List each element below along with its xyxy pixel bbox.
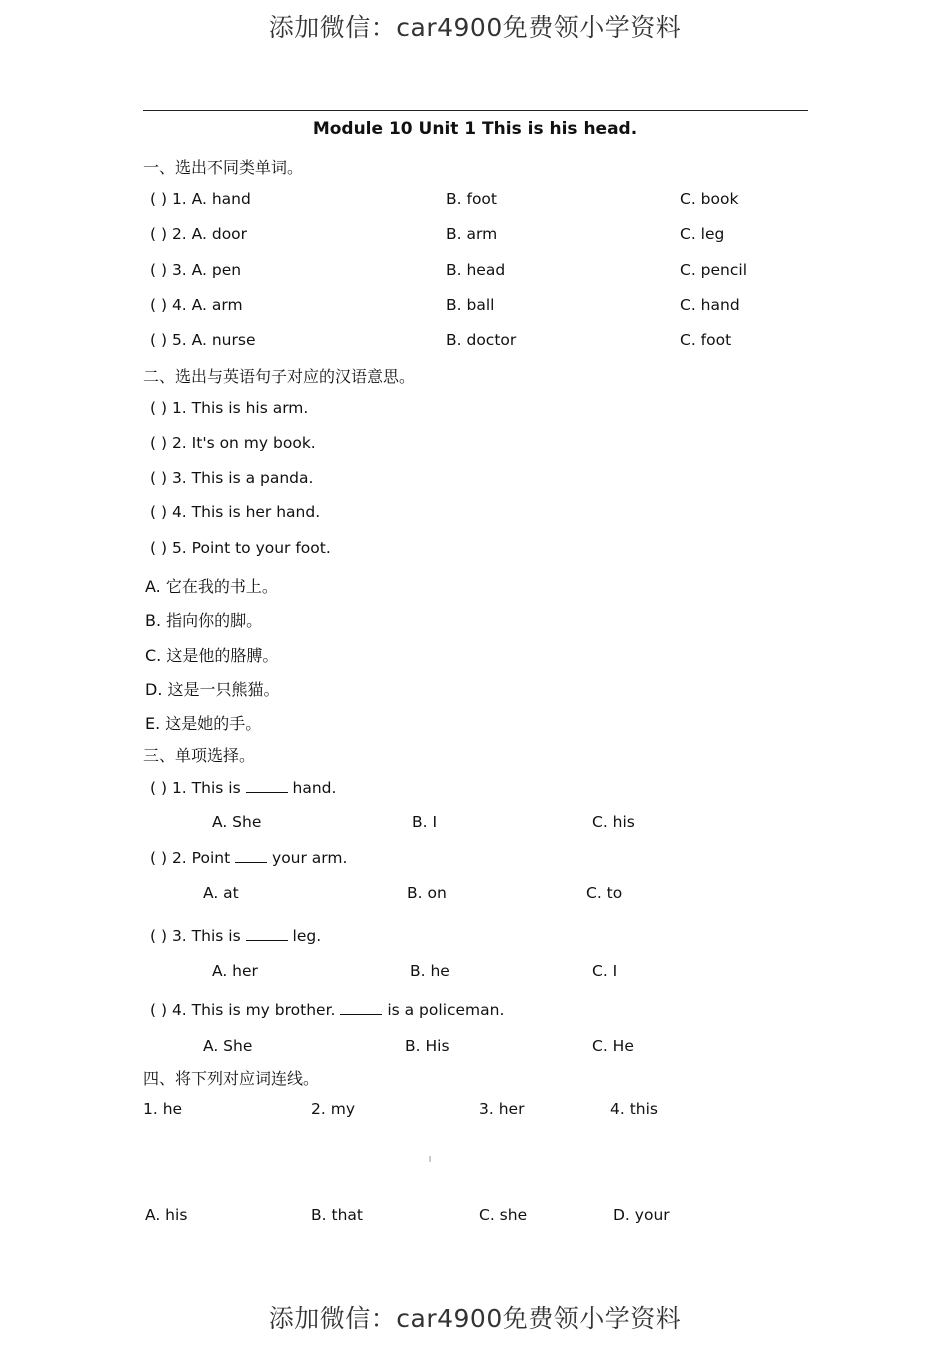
s3-q3-stem: ( ) 3. This is bbox=[150, 927, 241, 945]
section1-heading: 一、选出不同类单词。 bbox=[143, 158, 304, 177]
s3-q3-b: B. he bbox=[410, 962, 450, 980]
s3-q1-a: A. She bbox=[212, 813, 262, 831]
s2-q1: ( ) 1. This is his arm. bbox=[150, 399, 309, 417]
s1-q1-c: C. book bbox=[680, 190, 739, 208]
s2-option-d: D. 这是一只熊猫。 bbox=[145, 680, 280, 699]
section3-heading: 三、单项选择。 bbox=[143, 746, 256, 765]
divider bbox=[143, 110, 808, 111]
page-title: Module 10 Unit 1 This is his head. bbox=[312, 119, 638, 139]
s3-q4-a: A. She bbox=[203, 1037, 253, 1055]
section2-heading: 二、选出与英语句子对应的汉语意思。 bbox=[143, 367, 416, 386]
s2-option-b: B. 指向你的脚。 bbox=[145, 611, 263, 630]
s2-option-c: C. 这是他的胳膊。 bbox=[145, 646, 279, 665]
s1-q4: ( ) 4. A. arm bbox=[150, 296, 243, 314]
s1-q5-c: C. foot bbox=[680, 331, 732, 349]
s4-bottom-a: A. his bbox=[145, 1206, 188, 1224]
s3-q1-c: C. his bbox=[592, 813, 635, 831]
s2-q4: ( ) 4. This is her hand. bbox=[150, 503, 321, 521]
s3-q2-c: C. to bbox=[586, 884, 623, 902]
s3-q4-c: C. He bbox=[592, 1037, 634, 1055]
s3-q2 bbox=[150, 848, 347, 867]
s2-q5: ( ) 5. Point to your foot. bbox=[150, 539, 331, 557]
s3-q2-rest: your arm. bbox=[272, 849, 348, 867]
s4-top-3: 3. her bbox=[479, 1100, 525, 1118]
answer-blank[interactable] bbox=[246, 926, 288, 941]
s1-q3-b: B. head bbox=[446, 261, 506, 279]
s4-bottom-c: C. she bbox=[479, 1206, 528, 1224]
s3-q2-a: A. at bbox=[203, 884, 239, 902]
s2-option-e: E. 这是她的手。 bbox=[145, 714, 262, 733]
answer-blank[interactable] bbox=[235, 848, 267, 863]
s4-top-1: 1. he bbox=[143, 1100, 183, 1118]
s3-q4-stem: ( ) 4. This is my brother. bbox=[150, 1001, 336, 1019]
s2-q3: ( ) 3. This is a panda. bbox=[150, 469, 314, 487]
watermark-top: 添加微信：car4900免费领小学资料 bbox=[268, 13, 682, 42]
s1-q2: ( ) 2. A. door bbox=[150, 225, 248, 243]
s1-q4-c: C. hand bbox=[680, 296, 740, 314]
scan-speck bbox=[429, 1156, 431, 1162]
s1-q1-b: B. foot bbox=[446, 190, 497, 208]
s1-q2-c: C. leg bbox=[680, 225, 725, 243]
answer-blank[interactable] bbox=[340, 1000, 382, 1015]
s2-option-a: A. 它在我的书上。 bbox=[145, 577, 278, 596]
s3-q4 bbox=[150, 1000, 504, 1019]
s3-q3-rest: leg. bbox=[292, 927, 322, 945]
s1-q4-b: B. ball bbox=[446, 296, 495, 314]
s3-q4-b: B. His bbox=[405, 1037, 450, 1055]
s3-q2-stem: ( ) 2. Point bbox=[150, 849, 231, 867]
s1-q3-c: C. pencil bbox=[680, 261, 748, 279]
s2-q2: ( ) 2. It's on my book. bbox=[150, 434, 316, 452]
s3-q3-c: C. I bbox=[592, 962, 618, 980]
s3-q2-b: B. on bbox=[407, 884, 447, 902]
s1-q2-b: B. arm bbox=[446, 225, 498, 243]
s3-q3 bbox=[150, 926, 321, 945]
watermark-bottom: 添加微信：car4900免费领小学资料 bbox=[268, 1304, 682, 1333]
s1-q1: ( ) 1. A. hand bbox=[150, 190, 251, 208]
s3-q1-rest: hand. bbox=[292, 779, 337, 797]
s4-top-2: 2. my bbox=[311, 1100, 355, 1118]
s3-q4-rest: is a policeman. bbox=[387, 1001, 505, 1019]
s4-bottom-b: B. that bbox=[311, 1206, 363, 1224]
s3-q3-a: A. her bbox=[212, 962, 258, 980]
s1-q5-b: B. doctor bbox=[446, 331, 517, 349]
s3-q1-b: B. I bbox=[412, 813, 438, 831]
s4-bottom-d: D. your bbox=[613, 1206, 670, 1224]
answer-blank[interactable] bbox=[246, 778, 288, 793]
section4-heading: 四、将下列对应词连线。 bbox=[143, 1069, 320, 1088]
s1-q5: ( ) 5. A. nurse bbox=[150, 331, 256, 349]
s4-top-4: 4. this bbox=[610, 1100, 658, 1118]
s3-q1 bbox=[150, 778, 336, 797]
s3-q1-stem: ( ) 1. This is bbox=[150, 779, 241, 797]
s1-q3: ( ) 3. A. pen bbox=[150, 261, 242, 279]
